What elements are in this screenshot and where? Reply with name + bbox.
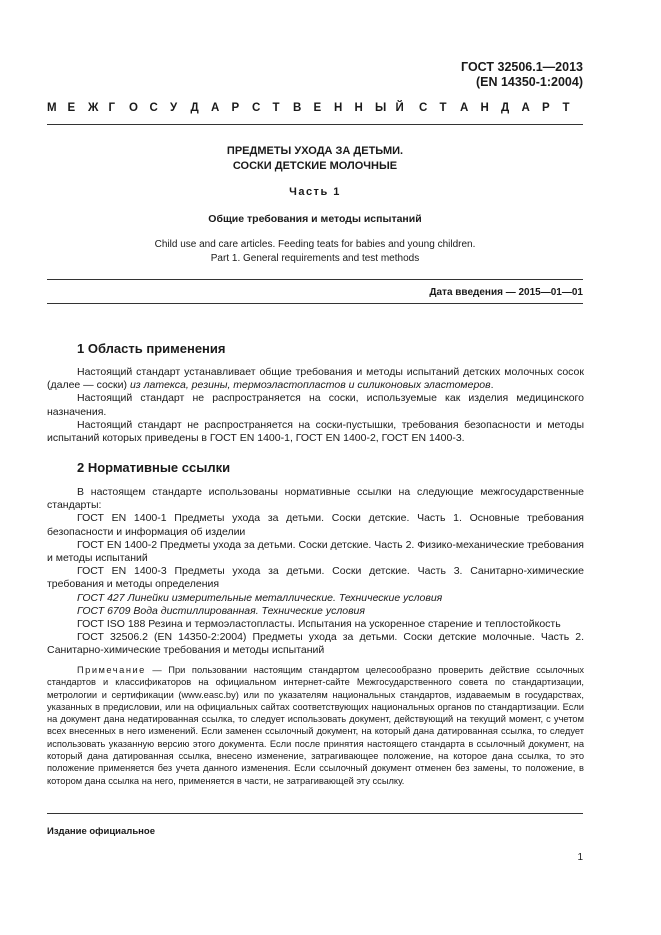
interstate-standard-banner xyxy=(47,102,583,114)
english-title-line-2: Part 1. General requirements and test methods xyxy=(210,252,420,264)
section-1-paragraph-2: Настоящий стандарт не распространяется на соски, используемые как изделия медицинского назначения. xyxy=(47,392,584,418)
section-1-paragraph-1: Настоящий стандарт устанавливает общие требования и методы испытаний детских молочных сосок (далее — соски) из латекса, резины, термоэластопластов и силиконовых эластомеров. xyxy=(47,366,584,392)
materials-italic: из латекса, резины, термоэластопластов и силиконовых эластомеров xyxy=(129,379,491,392)
banner-word-2: С Т А Н Д А Р Т xyxy=(419,102,570,114)
document-title xyxy=(47,144,583,174)
section-2-intro: В настоящем стандарте использованы нормативные ссылки на следующие межгосударственные стандарты: xyxy=(47,486,584,512)
introduction-date: Дата введения — 2015—01—01 xyxy=(429,287,583,298)
reference-item: ГОСТ EN 1400-3 Предметы ухода за детьми. Соски детские. Часть 3. Санитарно-химические требования и методы определения xyxy=(47,565,584,591)
page-number: 1 xyxy=(577,852,583,863)
section-2-note xyxy=(47,664,584,787)
section-2-body xyxy=(47,486,584,658)
english-title xyxy=(47,238,583,265)
section-1-paragraph-3: Настоящий стандарт не распространяется на соски-пустышки, требования безопасности и методы испытаний которых приведены в ГОСТ EN 1400-1, ГОСТ EN 1400-2, ГОСТ EN 1400-3. xyxy=(47,418,584,445)
title-line-2: СОСКИ ДЕТСКИЕ МОЛОЧНЫЕ xyxy=(232,160,398,172)
banner-word-1: М Е Ж Г О С У Д А Р С Т В Е Н Н Ы Й xyxy=(47,102,404,114)
date-divider xyxy=(47,303,583,304)
title-divider xyxy=(47,279,583,280)
reference-item: ГОСТ EN 1400-2 Предметы ухода за детьми. Соски детские. Часть 2. Физико-механические требования и методы испытаний xyxy=(47,538,584,565)
section-1-heading: 1 Область применения xyxy=(77,341,226,356)
reference-item: ГОСТ 32506.2 (EN 14350-2:2004) Предметы ухода за детьми. Соски детские молочные. Часть 2. Санитарно-химические требования и методы испытаний xyxy=(47,631,584,657)
note-label: Примечание xyxy=(77,665,146,675)
header-divider xyxy=(47,124,583,125)
document-subtitle: Общие требования и методы испытаний xyxy=(208,213,422,225)
note-text: — При пользовании настоящим стандартом целесообразно проверить действие ссылочных стандартов и классификаторов на официальном интернет-сайте Межгосударственного совета по стандартизации, метрологии и сертификации (www.easc.by) или по указателям национальных стандартов, издаваемым в государствах, указанных в предисловии, или на официальных сайтах соответствующих национальных органов по стандартизации. Если на документ дана недатированная ссылка, то следует использовать документ, действующий на текущий момент, с учетом всех внесенных в него изменений. Если заменен ссылочный документ, на который дана датированная ссылка, то следует использовать указанную версию этого документа. Если после принятия настоящего стандарта в ссылочный документ, на который дана датированная ссылка, внесено изменение, затрагивающее положение, на которое дана ссылка, то это положение применяется без учета данного изменения. Если ссылочный документ отменен без замены, то положение, в котором дана ссылка на него, применяется в части, не затрагивающей эту ссылку. xyxy=(47,665,584,786)
reference-item: ГОСТ EN 1400-1 Предметы ухода за детьми. Соски детские. Часть 1. Основные требования безопасности и информация об изделии xyxy=(47,512,584,538)
reference-item-italic: ГОСТ 6709 Вода дистиллированная. Технические условия xyxy=(77,604,366,617)
standard-code-line1: ГОСТ 32506.1—2013 xyxy=(461,60,583,74)
part-label: Часть 1 xyxy=(289,186,341,198)
title-line-1: ПРЕДМЕТЫ УХОДА ЗА ДЕТЬМИ. xyxy=(226,145,404,157)
english-title-line-1: Child use and care articles. Feeding teats for babies and young children. xyxy=(154,239,476,250)
section-1-body xyxy=(47,366,584,445)
standard-code-line2: (EN 14350-1:2004) xyxy=(475,75,583,89)
section-2-heading: 2 Нормативные ссылки xyxy=(77,460,231,475)
footer-divider xyxy=(47,813,583,814)
reference-item: ГОСТ ISO 188 Резина и термоэластопласты. Испытания на ускоренное старение и теплостойкость xyxy=(77,618,561,631)
standard-code xyxy=(461,60,583,90)
official-edition-label: Издание официальное xyxy=(47,826,155,837)
reference-item-italic: ГОСТ 427 Линейки измерительные металлические. Технические условия xyxy=(77,591,443,604)
